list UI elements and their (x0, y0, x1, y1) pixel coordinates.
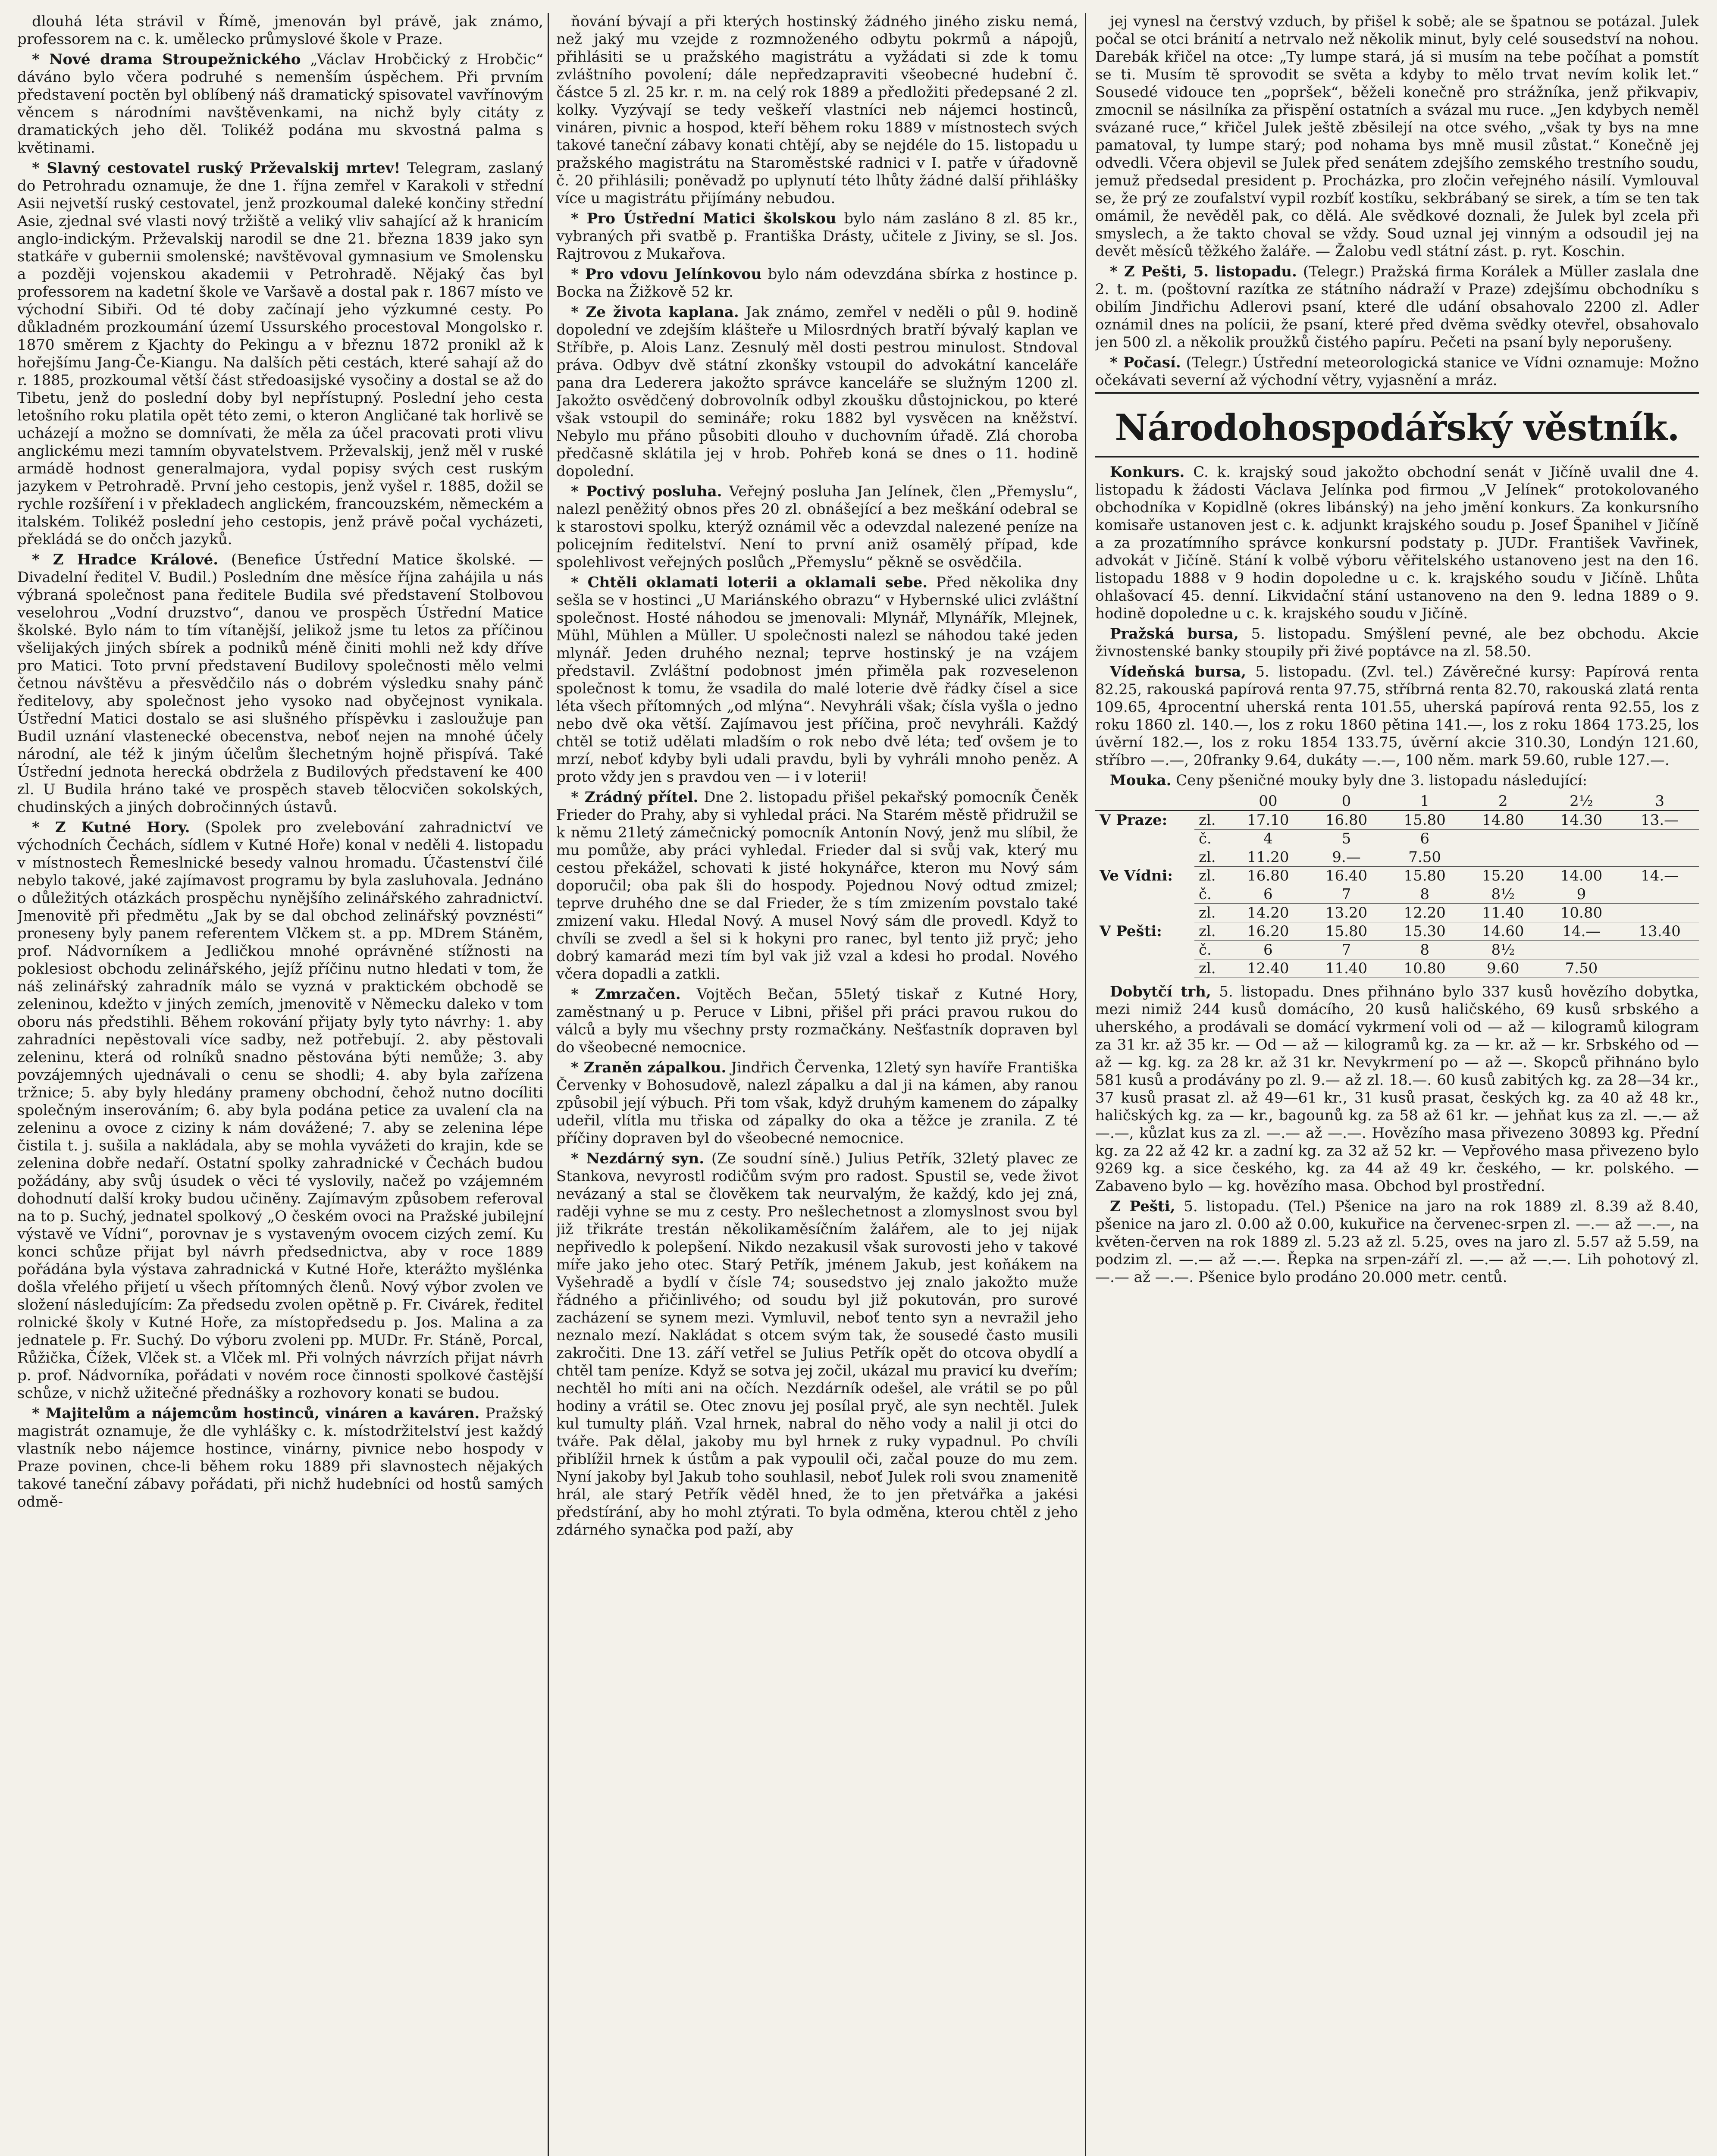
section-title: Národohospodářský věstník. (1115, 406, 1679, 449)
article-paragraph (17, 819, 543, 1402)
article-paragraph (1095, 772, 1699, 790)
article-paragraph (17, 160, 543, 548)
article-headline: * Počasí. (1110, 354, 1181, 371)
article-paragraph (1095, 625, 1699, 661)
article-text: (Telegr.) Pražská firma Korálek a Müller zaslala dne 2. t. m. (poštovní razítka ze státního nádraží v Praze) zdejšímu obchodníku s obilím Jindřichu Adlerovi psaní, které dle udání obsahovalo 2200 zl. Adler oznámil dnes na polícii, že psaní, které před dvěma svědky otevřel, obsahovalo jen 500 zl. a několik proužků čistého papíru. Pečeti na psaní byly neporušeny. (1095, 263, 1699, 351)
price-cell: 14.— (1620, 867, 1699, 885)
table-row (1095, 885, 1699, 904)
article-headline: * Z Kutné Hory. (32, 819, 190, 836)
article-text: 5. listopadu. Smýšlení pevné, ale bez obchodu. Akcie živnostenské banky stoupily při živé poptávce na zl. 58.50. (1095, 625, 1699, 660)
price-cell: 12.20 (1385, 904, 1464, 922)
article-text: ňování bývají a při kterých hostinský žádného jiného zisku nemá, než jaký mu vzejde z rozmnoženého odbytu pokrmů a nápojů, přihlásiti se u pražského magistrátu a vyžádati si zde k tomu zvláštního povolení; dále nepředzapraviti všeobecné hudební č. částce 5 zl. 25 kr. r. m. na celý rok 1889 a předložiti předepsané 2 zl. kolky. Vyzývají se tedy veškeří vlastníci neb nájemci hostinců, vináren, pivnic a hospod, kteří během roku 1889 v místnostech svých takové taneční zábavy konati chtějí, aby se nejdéle do 15. listopadu u pražského magistrátu na Staroměstské radnici v I. patře v úřadovně č. 20 přihlásili; poněvadž po uplynutí této lhůty žádné další přihlášky více u magistrátu přijímány nebudou. (556, 13, 1078, 207)
article-text: 5. listopadu. (Zvl. tel.) Závěrečné kursy: Papírová renta 82.25, rakouská papírová renta 97.75, stříbrná renta 82.70, rakouská zlatá renta 109.65, 4procentní uherská renta 101.55, uherská papírová renta 92.55, los z roku 1860 zl. 140.—, los z roku 1860 pětina 141.—, los z roku 1864 173.25, los úvěrní 182.—, los z roku 1854 133.75, úvěrní akcie 310.30, Londýn 121.60, stříbro —.—, 20franky 9.64, dukáty —.—, 100 něm. mark 59.60, ruble 127.—. (1095, 663, 1699, 769)
price-cell: 6 (1229, 941, 1307, 959)
article-text: (Benefice Ústřední Matice školské. — Divadelní ředitel V. Budil.) Posledním dne měsíce října zahájila u nás výbraná společnost pana ředitele Budila své představení Stolbovou veselohrou „Vodní druzstvo“, danou ve prospěch Ústřední Matice školské. Bylo nám to tím vítanější, jelikož jsme tu letos za příčinou všelijakých jiných sbírek a podniků méně činiti mohli než kdy dříve pro Matici. Toto první představení Budilovy společnosti mělo velmi četnou návštěvu a přesvědčilo nás o dobrém výsledku snahy pánč ředitelovy, aby společnost jeho vysoko nad obyčejnost vynikala. Ústřední Matici dostalo se asi slušného příspěvku i zasloužuje pan Budil uznání vlastenecké obecenstva, neboť nejen na mnohé účely národní, ale též k jiným účelům šlechetným hojně přispívá. Také Ústřední jednota herecká obdržela z Budilových představení ke 400 zl. U Budila hráno také ve prospěch staveb tělocvičen sokolských, chudinských a jiných dobročinných ústavů. (17, 551, 543, 816)
price-cell (1620, 959, 1699, 978)
column-left (17, 13, 543, 2156)
article-paragraph (1095, 983, 1699, 1195)
article-text: Veřejný posluha Jan Jelínek, člen „Přemyslu“, nalezl peněžitý obnos přes 20 zl. obnášející a bez meškání odebral se k starostovi spolku, kterýž oznámil věc a odevzdal nalezené peníze na policejním ředitelství. Není to první aniž osamělý případ, kde spolehlivost veřejných poslůch „Přemyslu“ pěkně se osvědčila. (556, 483, 1078, 571)
price-cell: 16.40 (1307, 867, 1386, 885)
article-text: C. k. krajský soud jakožto obchodní senát v Jičíně uvalil dne 4. listopadu k žádosti Václava Jelínka pod firmou „V Jelínek“ protokolovaného obchodníka v Kopidlně (okres libánský) na jeho jmění konkurs. Za konkursního komisaře ustanoven jest c. k. adjunkt krajského soudu p. Josef Španihel v Jičíně a za prozatímního správce konkursní podstaty p. JUDr. František Vavřinek, advokát v Jičíně. Stání k volbě výboru věřitelského ustanoveno jest na den 16. listopadu 1888 v 9 hodin dopoledne u c. k. krajského soudu v Jičíně. Lhůta ohlašovací 45. denní. Likvidační stání ustanoveno na den 9. ledna 1889 o 9. hodině dopoledne u c. k. krajského soudu v Jičíně. (1095, 464, 1699, 622)
price-cell: 14.00 (1542, 867, 1621, 885)
city-cell: V Pešti: (1100, 923, 1162, 940)
article-paragraph (556, 304, 1078, 480)
price-cell: 6 (1229, 885, 1307, 904)
city-cell (1095, 830, 1194, 848)
article-paragraph (556, 13, 1078, 207)
price-cell: 15.20 (1464, 867, 1542, 885)
table-row (1095, 848, 1699, 867)
price-cell (1620, 885, 1699, 904)
price-cell: 9.60 (1464, 959, 1542, 978)
unit-cell: č. (1194, 885, 1229, 904)
price-cell: 8 (1385, 885, 1464, 904)
price-cell: 10.80 (1385, 959, 1464, 978)
article-paragraph (17, 51, 543, 157)
article-headline: * Zrádný přítel. (571, 789, 699, 806)
price-cell: 13.— (1620, 811, 1699, 830)
table-row (1095, 867, 1699, 885)
city-cell (1095, 941, 1194, 959)
article-headline: Dobytčí trh, (1110, 983, 1211, 1000)
table-header-cell: 1 (1385, 792, 1464, 811)
price-cell: 11.20 (1229, 848, 1307, 867)
city-cell (1095, 885, 1194, 904)
article-paragraph (17, 13, 543, 48)
price-cell: 4 (1229, 830, 1307, 848)
table-row (1095, 959, 1699, 978)
price-cell: 8½ (1464, 885, 1542, 904)
article-paragraph (556, 986, 1078, 1056)
price-cell: 14.— (1542, 922, 1621, 941)
price-cell (1620, 941, 1699, 959)
market-news (1095, 983, 1699, 1286)
price-cell: 7.50 (1542, 959, 1621, 978)
article-paragraph (556, 1059, 1078, 1147)
price-cell: 13.40 (1620, 922, 1699, 941)
article-paragraph (17, 551, 543, 816)
article-paragraph (556, 483, 1078, 571)
price-cell (1464, 848, 1542, 867)
article-headline: Z Pešti, (1110, 1198, 1175, 1215)
article-text: Dne 2. listopadu přišel pekařský pomocník Čeněk Frieder do Prahy, aby si vyhledal práci. Na Starém městě přidružil se k němu 21letý zámečnický pomocník Antonín Nový, jenž mu slíbil, že mu pomůže, aby práci vyhledal. Frieder dal si svůj vak, který mu cestou překážel, schovati k jisté hokynářce, kteron mu Nový sám doporučil; oba pak šli do hospody. Pojednou Nový odtud zmizel; teprve druhého dne se dal Frieder, že s tím zmizením povstalo také zmizení vaku. Hledal Nový. A musel Nový sám dle provedl. Když to chvíli se zvedl a šel si k hokyni pro ranec, byl tento již pryč; jeho dobrý kamarád mezi tím byl vak již vzal a kdesi ho prodal. Nového včera dopadli a zatkli. (556, 789, 1078, 983)
price-cell: 7.50 (1385, 848, 1464, 867)
article-text: (Telegr.) Ústřední meteorologická stanice ve Vídni oznamuje: Možno očekávati severní až východní větry, vyjasnění a mráz. (1095, 354, 1699, 389)
table-header-cell: 3 (1620, 792, 1699, 811)
article-headline: * Zmrzačen. (571, 986, 681, 1003)
unit-cell: zl. (1194, 922, 1229, 941)
article-paragraph (1095, 663, 1699, 769)
price-cell: 11.40 (1307, 959, 1386, 978)
unit-cell: zl. (1194, 867, 1229, 885)
article-paragraph (17, 1405, 543, 1511)
article-headline: * Majitelům a nájemcům hostinců, vináren a kaváren. (32, 1405, 480, 1422)
column-divider (1085, 13, 1086, 2156)
article-headline: * Pro Ústřední Matici školskou (571, 210, 837, 227)
price-cell (1542, 830, 1621, 848)
article-paragraph (556, 789, 1078, 983)
price-cell: 11.40 (1464, 904, 1542, 922)
price-cell: 16.80 (1307, 811, 1386, 830)
price-cell: 14.60 (1464, 922, 1542, 941)
price-cell: 14.20 (1229, 904, 1307, 922)
price-cell: 7 (1307, 885, 1386, 904)
article-paragraph (556, 266, 1078, 301)
article-paragraph (1095, 354, 1699, 389)
article-text: Ceny pšeničné mouky byly dne 3. listopadu následující: (1176, 772, 1588, 789)
unit-cell: zl. (1194, 904, 1229, 922)
article-text: „Václav Hrobčický z Hrobčic“ dáváno bylo včera podruhé s nemenším úspěchem. Při prvním představení poctěn byl oblíbený náš dramatický spisovatel vavřínovým věncem s národními navštěvenkami, na nichž byly citáty z dramatických jeho děl. Tolikéž podána mu skvostná palma s květinami. (17, 51, 543, 157)
table-header-cell (1194, 792, 1229, 811)
price-cell: 16.20 (1229, 922, 1307, 941)
article-headline: * Chtěli oklamati loterii a oklamali sebe. (571, 574, 928, 591)
price-cell: 10.80 (1542, 904, 1621, 922)
section-rule (1095, 392, 1699, 394)
table-header-cell: 00 (1229, 792, 1307, 811)
article-text: Jindřich Červenka, 12letý syn havíře Františka Červenky v Bohosudově, nalezl zápalku a dal ji na kámen, aby ranou způsobil její výbuch. Při tom však, když druhým kamenem do zápalky udeřil, vlítla mu třiska od zápalky do oka a těžce je zranila. Z té příčiny dopraven byl do všeobecné nemocnice. (556, 1059, 1078, 1147)
table-row (1095, 830, 1699, 848)
price-cell: 8½ (1464, 941, 1542, 959)
price-cell: 14.80 (1464, 811, 1542, 830)
article-headline: * Nové drama Stroupežnického (32, 51, 301, 68)
unit-cell: č. (1194, 830, 1229, 848)
city-cell (1095, 848, 1194, 867)
table-row (1095, 941, 1699, 959)
article-text: (Ze soudní síně.) Julius Petřík, 32letý plavec ze Stankova, nevyrostl rodičům svým pro radost. Spustil se, vede život nevázaný a stal se člověkem tak neurvalým, že každý, kdo jej zná, raději vyhne se mu z cesty. Pro nešlechetnost a zlomyslnost svou byl již třikráte trestán několikaměsíčním žalářem, ale to jej nijak nepřivedlo k polepšení. Nikdo nezakusil však surovosti jeho v takové míře jako jeho otec. Starý Petřík, jménem Jakub, jest koňákem na Vyšehradě a bydlí v čísle 74; sousedstvo jej znalo jakožto muže řádného a přičinlivého; od soudu byl již pokutován, pro surové zacházení se synem mezi. Vymluvil, neboť tento syn a nevražil jeho neznalo mezí. Nakládat s otcem svým tak, že sousedé často musili zakročiti. Dne 13. září vetřel se Julius Petřík opět do otcova obydlí a chtěl tam peníze. Když se sotva jej zočil, ukázal mu pravicí ku dveřím; nechtěl ho míti ani na očích. Nezdárník odešel, ale vrátil se po půl hodiny a vrátil se. Otec znovu jej posílal pryč, ale syn nechtěl. Julek kul tumulty pláň. Vzal hrnek, nabral do něho vody a nalil ji otci do tváře. Pak dělal, jakoby mu byl hrnek z ruky vypadnul. Po chvíli přiblížil hrnek k ústům a pak vypoulil oči, začal pouze do mu zem. Nyní jakoby byl Jakub toho souhlasil, neboť Julek roli svou znamenitě hrál, ale starý Petřík věděl hned, že to jen přetvářka a jakési předstírání, aby ho mohl ztýrati. To byla odměna, kterou chtěl z jeho zdárného synačka pod paží, aby (556, 1150, 1078, 1539)
unit-cell: zl. (1194, 959, 1229, 978)
price-cell: 13.20 (1307, 904, 1386, 922)
article-headline: Mouka. (1110, 772, 1172, 789)
article-text: 5. listopadu. Dnes přihnáno bylo 337 kusů hovězího dobytka, mezi nimiž 244 kusů domácího, 20 kusů haličského, 69 kusů srbského a uherského, a prodávali se domácí vykrmení voli od — až — kilogramů kilogram za 31 kr. až 35 kr. — Od — až — kilogramů kg. za — kr. až — kr. Srbského od — až — kg. kg. za 28 kr. až 31 kr. Nevykrmení po — až —. Skopců přihnáno bylo 581 kusů a prodávány po zl. 9.— až zl. 18.—. 60 kusů zabitých kg. za 28—34 kr., 37 kusů prasat zl. až 49—61 kr., 31 kusů prasat, českých kg. za 40 až 48 kr., haličských kg. za — kr., bagounů kg. za 58 až 61 kr. — jehňat kus za zl. —.— až —.—, kůzlat kus za zl. —.— až —.—. Hovězího masa přivezeno 30893 kg. Přední kg. za 22 až 42 kr. a zadní kg. za 32 až 52 kr. — Vepřového masa přivezeno bylo 9269 kg. a sice českého, kg. za 44 až 49 kr. českého, — kr. polského. — Zabaveno bylo — kg. hovězího masa. Obchod byl prostřední. (1095, 983, 1699, 1195)
price-cell (1620, 848, 1699, 867)
price-cell (1620, 904, 1699, 922)
article-text: bylo nám odevzdána sbírka z hostince p. Bocka na Žižkově 52 kr. (556, 266, 1078, 301)
price-cell: 6 (1385, 830, 1464, 848)
table-header-cell: 0 (1307, 792, 1386, 811)
article-paragraph (556, 574, 1078, 786)
unit-cell: zl. (1194, 848, 1229, 867)
section-rule (1095, 456, 1699, 458)
article-text: Pražský magistrát oznamuje, že dle vyhlášky c. k. místodržitelství jest každý vlastník nebo nájemce hostince, vinárny, pivnice nebo hospody v Praze povinen, chce-li během roku 1889 při slavnostech nějakých takové taneční zábavy pořádati, při nichž hudebníci od hostů samých odmě- (17, 1405, 543, 1510)
article-text: Telegram, zaslaný do Petrohradu oznamuje, že dne 1. října zemřel v Karakoli v střední Asii nejvetší ruský cestovatel, jenž prozkoumal daleké končiny střední Asie, zjednal své vlasti nový tržiště a veliký vliv sahající až k hranicím anglo-indickým. Prževalskij narodil se dne 21. března 1839 jako syn statkáře v gubernii smolenské; navštěvoval gymnasium ve Smolensku a později vojenskou akademii v Petrohradě. Nějaký čas byl professorem na kadetní škole ve Varšavě a dostal pak r. 1867 místo ve východní Sibiři. Od té doby začínají jeho výzkumné cesty. Po důkladném prozkoumání území Ussurského procestoval Mongolsko r. 1870 směrem z Kjachty do Pekingu a v březnu 1872 pronikl až k hořejšímu Jang-Če-Kiangu. Na dalších pěti cestách, které sahají až do r. 1885, prozkoumal větší část středoasijské vysočiny a dostal se až do Tibetu, jenž do poslední doby byl nepřístupný. Poslední jeho cesta letošního roku platila opět této zemi, o kteron Angličané tak horlivě se ucházejí a možno se domnívati, že měla za účel pracovati proti vlivu anglickému mezi tamním obyvatelstvem. Prževalskij, jenž měl v ruské armádě hodnost generalmajora, vydal popisy svých cest ruským jazykem v Petrohradě. První jeho cestopis, jenž vyšel r. 1885, dožil se rychle rozšíření i v překladech anglickém, francouzském, německém a italském. Tolikéž poslední jeho cestopis, jenž právě počal vycházeti, překládá se do ončch jazyků. (17, 160, 543, 548)
price-cell: 15.80 (1385, 867, 1464, 885)
article-headline: * Pro vdovu Jelínkovou (571, 266, 762, 283)
price-cell: 5 (1307, 830, 1386, 848)
city-cell: Ve Vídni: (1100, 867, 1173, 884)
column-right (1095, 13, 1699, 2156)
article-paragraph (1095, 263, 1699, 351)
article-paragraph (556, 210, 1078, 263)
price-cell: 15.80 (1307, 922, 1386, 941)
unit-cell: zl. (1194, 811, 1229, 830)
city-cell: V Praze: (1100, 812, 1168, 829)
article-text: 5. listopadu. (Tel.) Pšenice na jaro na rok 1889 zl. 8.39 až 8.40, pšenice na jaro zl. 0.00 až 0.00, kukuřice na červenec-srpen zl. —.— až —.—, na květen-červen na rok 1889 zl. 5.23 až zl. 5.25, oves na jaro zl. 5.57 až 5.59, na podzim zl. —.— až —.—. Řepka na srpen-září zl. —.— až —.—. Lih pohotový zl. —.— až —.—. Pšenice bylo prodáno 20.000 metr. centů. (1095, 1198, 1699, 1286)
article-headline: Pražská bursa, (1110, 625, 1239, 642)
flour-price-table (1095, 792, 1699, 978)
article-headline: Vídeňská bursa, (1110, 663, 1246, 680)
news-items-right (1095, 13, 1699, 389)
price-cell: 12.40 (1229, 959, 1307, 978)
price-cell (1464, 830, 1542, 848)
price-cell: 14.30 (1542, 811, 1621, 830)
price-cell: 16.80 (1229, 867, 1307, 885)
article-headline: * Ze života kaplana. (571, 304, 739, 321)
table-header-cell: 2 (1464, 792, 1542, 811)
table-header-cell: 2½ (1542, 792, 1621, 811)
article-headline: * Z Hradce Králové. (32, 551, 219, 568)
table-row (1095, 922, 1699, 941)
article-headline: * Poctivý posluha. (571, 483, 722, 500)
article-headline: * Zraněn zápalkou. (571, 1059, 727, 1076)
article-text: Jak známo, zemřel v neděli o půl 9. hodině dopolední ve zdejším klášteře u Milosrdných bratří bývalý kaplan ve Stříbře, p. Alois Lanz. Zesnulý měl dosti pestrou minulost. Stndoval práva. Odbyv dvě státní zkonšky vstoupil do advokátní kanceláře pana dra Lederera jakožto správce kanceláře se služným 1200 zl. Jakožto osvědčený dobrovolník odbyl zkoušku důstojnickou, po které však vstoupil do semináře; roku 1882 byl vysvěcen na kněžství. Nebylo mu přáno působiti dlouho v duchovním úřadě. Zlá choroba předčasně sklátila jej v hrob. Pohřeb koná se dnes o 11. hodině dopolední. (556, 304, 1078, 480)
article-paragraph (556, 1150, 1078, 1539)
price-cell: 15.30 (1385, 922, 1464, 941)
article-headline: * Slavný cestovatel ruský Prževalskij mrtev! (32, 160, 401, 177)
article-paragraph (1095, 464, 1699, 623)
article-headline: * Nezdárný syn. (571, 1150, 705, 1167)
column-divider (548, 13, 549, 2156)
article-text: (Spolek pro zvelebování zahradnictví ve východních Čechách, sídlem v Kutné Hoře) konal v neděli 4. listopadu v místnostech Řemeslnické besedy valnou hromadu. Účastenství čilé nebylo takové, jaké zajímavost programu by byla zasluhovala. Jednáno o důležitých otázkách prospěchu nynějšího zelinářského zahradnictví. Jmenovitě při předmětu „Jak by se dal obchod zelinářský povznésti“ proneseny byly panem referentem Vlčkem st. a pp. MDrem Stáněm, prof. Nádvorníkem a Jedličkou mnohé oprávněné stížnosti na poklesiost obchodu zelinářského, jejíž příčinu nutno hledati v tom, že náš zelinářský zahradník málo se vyzná v praktickém obchodě se zeleninou, kdežto v jiných zemích, jmenovitě v Německu daleko v tom oboru nás předstihli. Během rokování přijaty byly tyto návrhy: 1. aby zahradníci nepěstovali více sadby, než potřebují. 2. aby pěstovali zeleninu, která od rolníků snadno pěstována býti nemůže; 3. aby povzájemných ujednávali o cenu se shodli; 4. aby byla zařízena tržnice; 5. aby byly hledány prameny obchodní, čehož nutno docíliti společným inserováním; 6. aby byla podána petice za uvalení cla na zeleninu a ovoce z ciziny k nám dovážené; 7. aby se zelenina lépe čistila t. j. sušila a nakládala, aby se mohla vyvážeti do krajin, kde se zelenina dobře nedaří. Ostatní spolky zahradnické v Čechách budou požádány, aby svůj úsudek o věci té vyslovily, načež po vzájemném dohodnutí další kroky budou učiněny. Zajímavým způsobem referoval na to p. Suchý, jednatel spolkový „O českém ovoci na Pražské jubilejní výstavě ve Vídni“, porovnav je s vystaveným ovocem cizých zemí. Ku konci schůze přijat byl návrh předsednictva, aby v roce 1889 pořádána byla výstava zahradnická v Kutné Hoře, kterážto myšlénka došla vřelého přijetí u všech přítomných členů. Nový výbor zvolen ve složení následujícím: Za předsedu zvolen opětně p. Fr. Civárek, ředitel rolnické školy v Kutné Hoře, za místopředsedu p. Jos. Malina a za jednatele p. Fr. Suchý. Do výboru zvoleni pp. MUDr. Fr. Stáně, Porcal, Růžička, Čížek, Vlček st. a Vlček ml. Při volných návrzích přijat návrh p. prof. Nádvorníka, pořádati v novém roce činnosti spolkové častější schůze, v nichž užitečné přednášky a rozhovory konati se budou. (17, 819, 543, 1402)
price-cell: 15.80 (1385, 811, 1464, 830)
city-cell (1095, 959, 1194, 978)
article-text: bylo nám zasláno 8 zl. 85 kr., vybraných při svatbě p. Františka Drásty, učitele z Jiviny, se sl. Jos. Rajtrovou z Mukařova. (556, 210, 1078, 263)
price-cell (1542, 848, 1621, 867)
economic-news (1095, 464, 1699, 790)
price-cell: 9 (1542, 885, 1621, 904)
price-cell (1620, 830, 1699, 848)
article-text: Vojtěch Bečan, 55letý tiskař z Kutné Hory, zaměstnaný u p. Peruce v Libni, přišel při práci pravou rukou do válců a byly mu všechny prsty rozmačkány. Nešťastník dopraven byl do všeobecné nemocnice. (556, 986, 1078, 1056)
article-headline: * Z Pešti, 5. listopadu. (1110, 263, 1297, 280)
city-cell (1095, 904, 1194, 922)
article-text: jej vynesl na čerstvý vzduch, by přišel k sobě; ale se špatnou se potázal. Julek počal se otci bránití a netrvalo než několik minut, byly celé sousedství na nohou. Darebák křičel na otce: „Ty lumpe stará, já si musím na tebe počíhat a pomstít se ti. Musím tě sprovodit se světa a kdyby to mělo trvat nevím kolik let.“ Sousedé vidouce ten „popršek“, běželi konečně pro strážníka, jenž přikvapiv, zmocnil se násilníka za přispění ostatních a svázal mu ruce. „Jen kdybych neměl svázané ruce,“ křičel Julek ještě zběsilejí na otce svého, „však ty bys na mne pamatoval, ty lumpe starý; pod nohama bys mně musil zůstat.“ Konečně jej odvedli. Včera objevil se Julek před senátem zdejšího zemského trestního soudu, jemuž předsedal president p. Procházka, pro zločin veřejného násilí. Vymlouval se, že prý ze zoufalství vypil rozbíť kostíku, sekbrábaný se sirek, a tím se ten tak omámil, že nevěděl pak, co dělá. Ale svědkové doznali, že Julek byl zcela při smyslech, a že takto choval se vždy. Soud uznal jej vinným a odsoudil jej na devět měsíců těžkého žaláře. — Žalobu vedl státní zást. p. ryt. Koschin. (1095, 13, 1699, 260)
article-paragraph (1095, 1198, 1699, 1286)
price-cell: 7 (1307, 941, 1386, 959)
table-header-row (1095, 792, 1699, 811)
column-middle (556, 13, 1078, 2156)
table-row (1095, 904, 1699, 922)
table-header-cell (1095, 792, 1194, 811)
price-cell: 9.— (1307, 848, 1386, 867)
article-headline: Konkurs. (1110, 464, 1185, 481)
table-row (1095, 811, 1699, 830)
article-text: Před několika dny sešla se v hostinci „U Mariánského obrazu“ v Hybernské ulici zvláštní společnost. Hosté náhodou se jmenovali: Mlynář, Mlynářík, Mlejnek, Mühl, Mühlen a Müller. U společnosti nalezl se náhodou také jeden mlynář. Jeden druhého neznal; teprve hostinský je na vzájem představil. Zvláštní podobnost jmén přiměla pak rozveselenon společnost k tomu, že vsadila do malé loterie dvě řádky čísel a sice léta všech přítomných „od mlýna“. Nevyhráli však; čísla vyšla o jedno nebo dvě oka větší. Zajímavou jest příčina, proč nevyhráli. Každý chtěl se totiž udělati mladším o rok nebo dvě léta; teď ovšem je to mrzí, neboť kdyby byli udali pravdu, byli by vyhráli mnoho peněz. A proto vždy jen s pravdou ven — i v loterii! (556, 574, 1078, 786)
unit-cell: č. (1194, 941, 1229, 959)
article-text: dlouhá léta strávil v Římě, jmenován byl právě, jak známo, professorem na c. k. umělecko průmyslové škole v Praze. (17, 13, 543, 48)
price-cell: 8 (1385, 941, 1464, 959)
price-cell (1542, 941, 1621, 959)
price-cell: 17.10 (1229, 811, 1307, 830)
article-paragraph (1095, 13, 1699, 260)
